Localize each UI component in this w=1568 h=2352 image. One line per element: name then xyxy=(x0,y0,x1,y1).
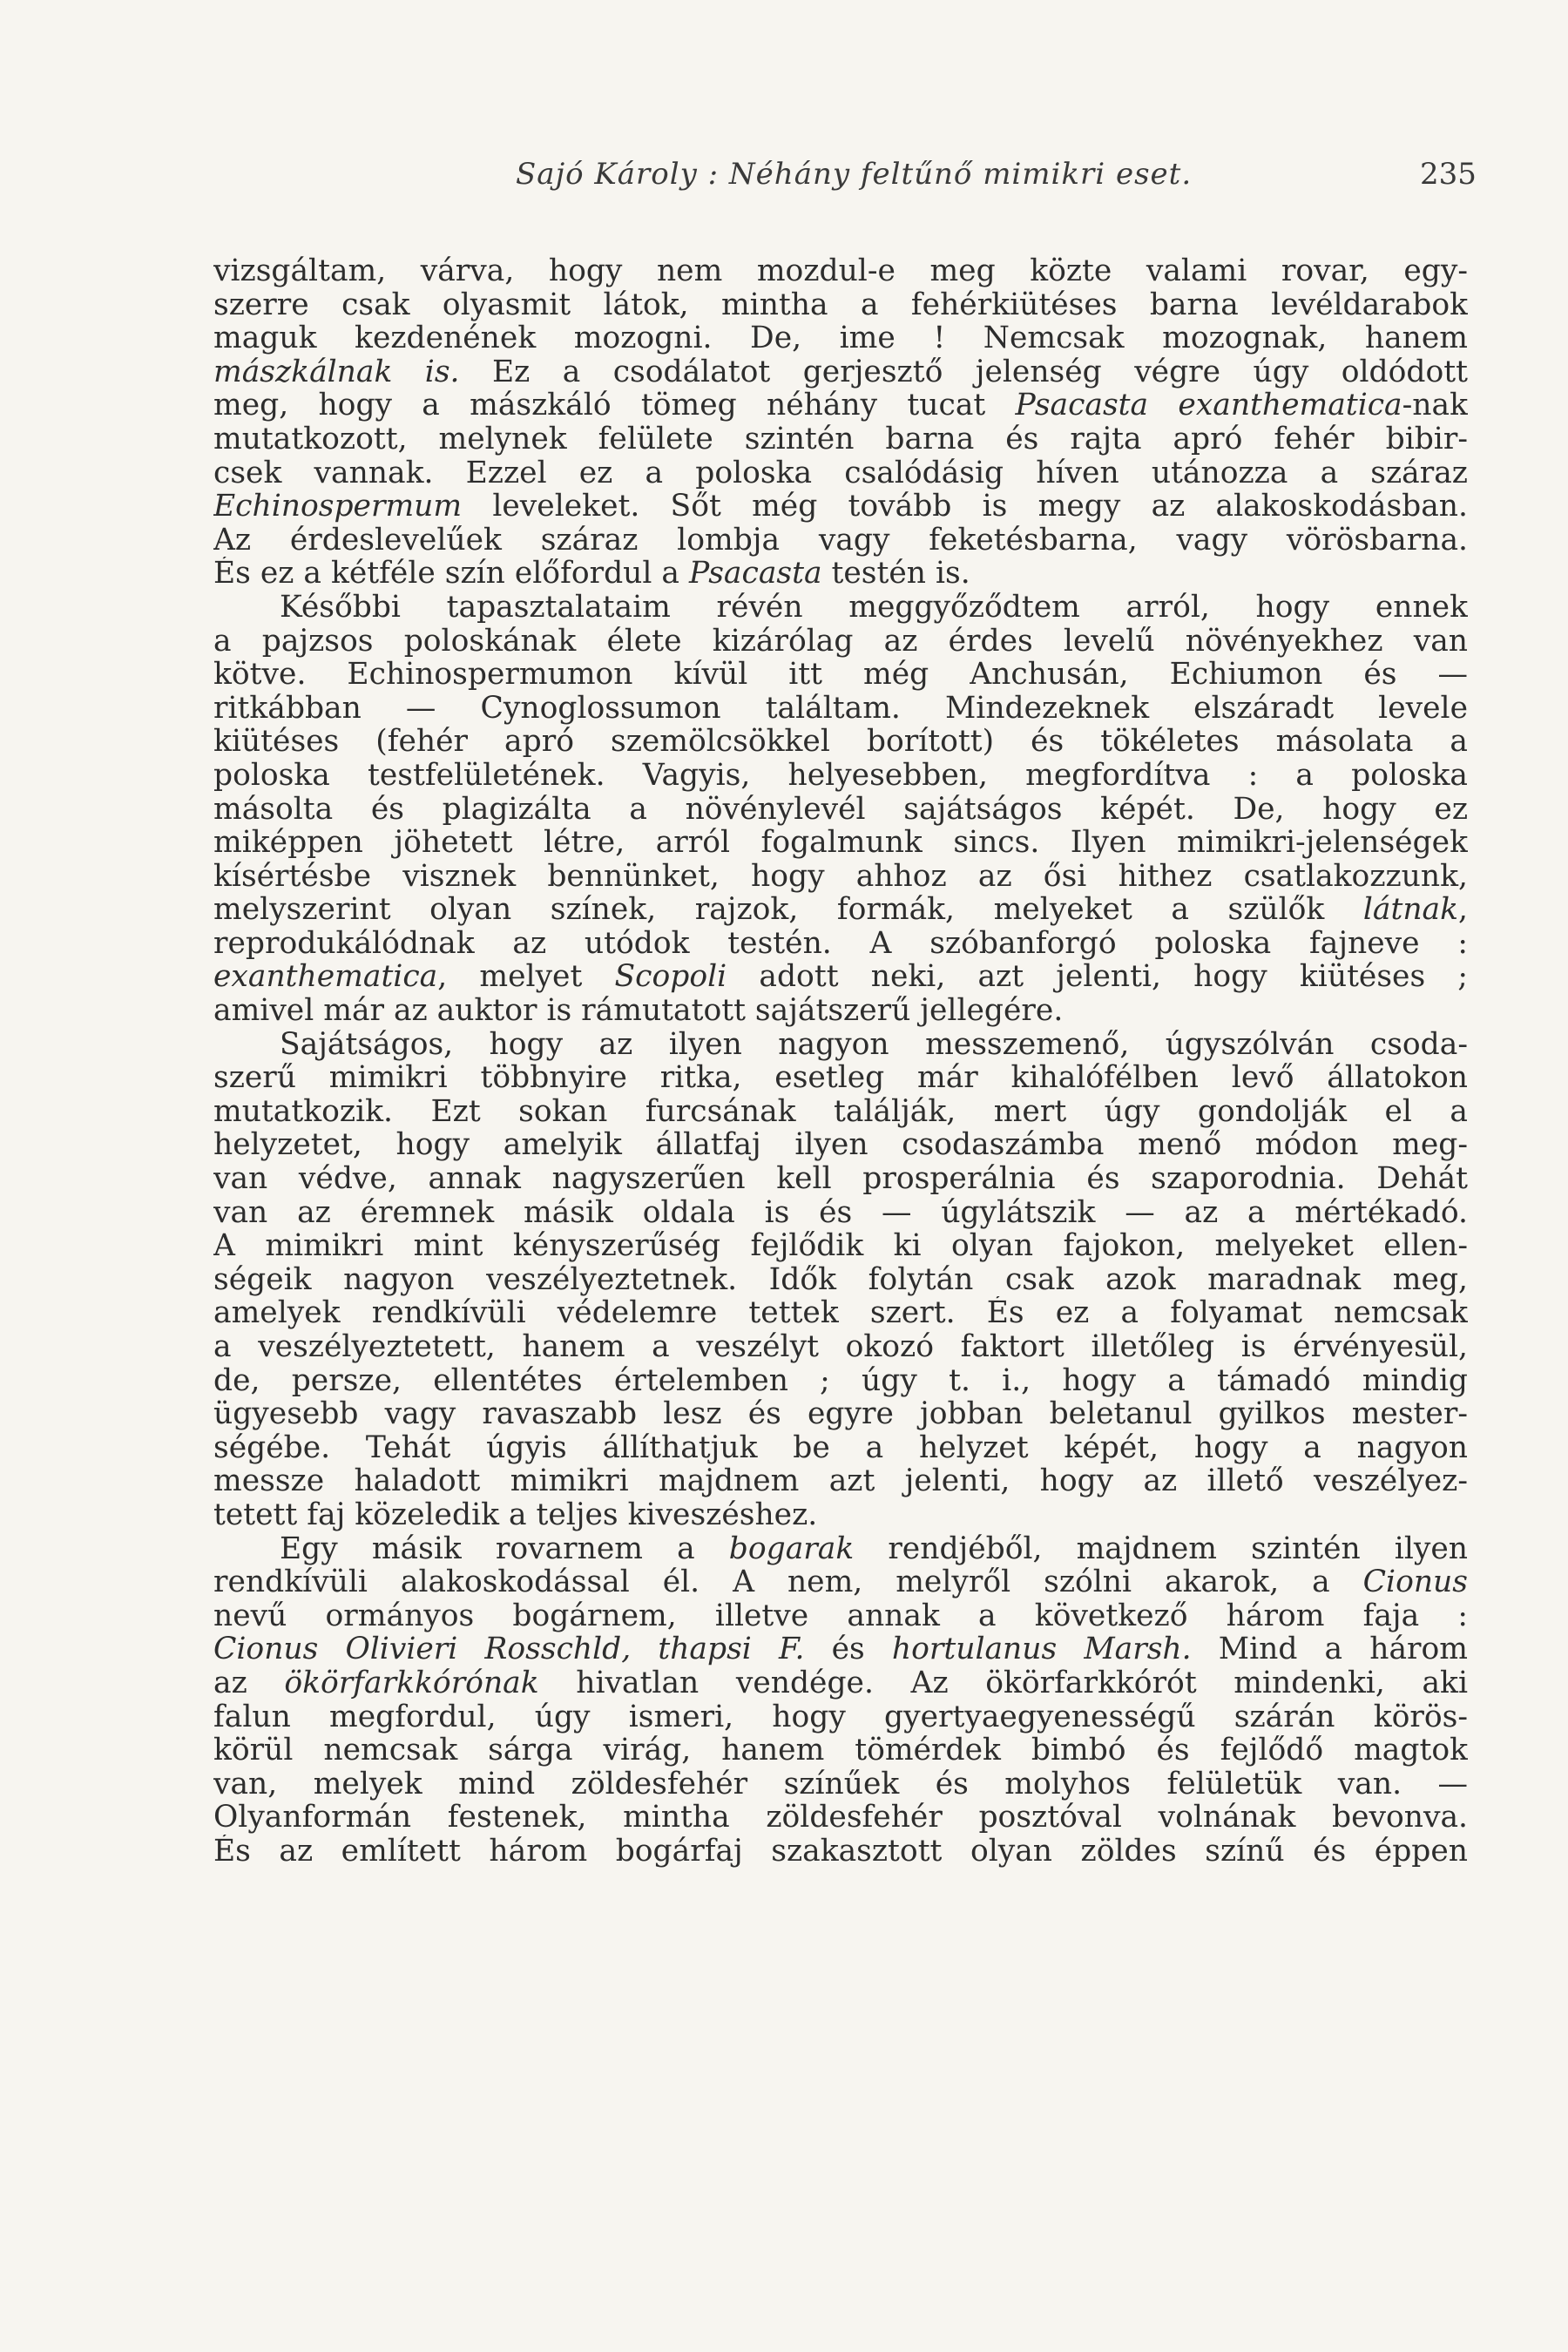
text-segment: poloska testfelületének. Vagyis, helyesebben, megfordítva : a poloska xyxy=(213,758,1468,793)
text-segment: a pajzsos poloskának élete kizárólag az érdes levelű növényekhez van xyxy=(213,624,1468,659)
text-segment: szerre csak olyasmit látok, mintha a fehérkiütéses barna levéldarabok xyxy=(213,287,1468,322)
text-segment: tetett faj közeledik a teljes kiveszéshez. xyxy=(213,1497,818,1532)
text-segment: miképpen jöhetett létre, arról fogalmunk sincs. Ilyen mimikri-jelenségek xyxy=(213,826,1468,860)
text-segment: másolta és plagizálta a növénylevél sajátságos képét. De, hogy ez xyxy=(213,792,1468,827)
text-line xyxy=(213,389,1468,422)
text-segment: kiütéses (fehér apró szemölcsökkel borított) és tökéletes másolata a xyxy=(213,725,1468,759)
text-segment: mutatkozott, melynek felülete szintén barna és rajta apró fehér bibir- xyxy=(213,422,1468,456)
text-segment: testén is. xyxy=(821,557,970,591)
text-line xyxy=(213,759,1468,793)
text-segment: falun megfordul, úgy ismeri, hogy gyertyaegyenességű szárán körös- xyxy=(213,1700,1468,1734)
text-segment: ritkábban — Cynoglossumon találtam. Mindezeknek elszáradt levele xyxy=(213,691,1468,726)
text-segment: és xyxy=(804,1632,892,1666)
running-head: Sajó Károly : Néhány feltűnő mimikri eset. xyxy=(516,157,1193,192)
text-line xyxy=(213,422,1468,456)
italic-text: Cionus xyxy=(1362,1565,1468,1599)
text-segment: leveleket. Sőt még tovább is megy az alakoskodásban. xyxy=(462,490,1468,524)
text-line xyxy=(213,1028,1468,1062)
italic-text: Cionus Olivieri Rosschld, thapsi F. xyxy=(213,1632,805,1666)
text-segment: kötve. Echinospermumon kívül itt még Anchusán, Echiumon és — xyxy=(213,658,1468,692)
text-line xyxy=(213,960,1468,994)
text-segment: a veszélyeztetett, hanem a veszélyt okozó faktort illetőleg is érvényesül, xyxy=(213,1330,1468,1364)
text-segment: vizsgáltam, várva, hogy nem mozdul-e meg közte valami rovar, egy- xyxy=(213,254,1468,288)
text-line xyxy=(213,1229,1468,1263)
text-segment: amelyek rendkívüli védelemre tettek szert. És ez a folyamat nemcsak xyxy=(213,1296,1468,1330)
italic-text: mászkálnak is. xyxy=(213,355,460,389)
text-segment: ségeik nagyon veszélyeztetnek. Idők folytán csak azok maradnak meg, xyxy=(213,1262,1468,1297)
italic-text: Psacasta xyxy=(688,557,822,591)
text-line xyxy=(213,1599,1468,1633)
text-segment: Későbbi tapasztalataim révén meggyőződtem arról, hogy ennek xyxy=(280,590,1468,625)
text-segment: rendjéből, majdnem szintén ilyen xyxy=(854,1531,1468,1566)
text-segment: Mind a három xyxy=(1191,1632,1468,1666)
text-segment: csek vannak. Ezzel ez a poloska csalódásig híven utánozza a száraz xyxy=(213,456,1468,490)
text-line xyxy=(213,658,1468,692)
text-segment: És az említett három bogárfaj szakasztott olyan zöldes színű és éppen xyxy=(213,1834,1468,1869)
text-segment: körül nemcsak sárga virág, hanem tömérdek bimbó és fejlődő magtok xyxy=(213,1734,1468,1767)
text-line xyxy=(213,692,1468,726)
text-line xyxy=(213,625,1468,659)
text-line xyxy=(213,1162,1468,1196)
text-line xyxy=(213,321,1468,355)
text-line xyxy=(213,1330,1468,1364)
text-line xyxy=(213,254,1468,288)
text-segment: A mimikri mint kényszerűség fejlődik ki olyan fajokon, melyeket ellen- xyxy=(213,1229,1468,1263)
text-line xyxy=(213,1464,1468,1498)
italic-text: hortulanus Marsh. xyxy=(891,1632,1192,1666)
italic-text: ökörfarkkórónak xyxy=(284,1666,539,1700)
text-segment: ügyesebb vagy ravaszabb lesz és egyre jobban beletanul gyilkos mester- xyxy=(213,1397,1468,1431)
text-segment: de, persze, ellentétes értelemben ; úgy t. i., hogy a támadó mindig xyxy=(213,1363,1468,1398)
text-segment: ségébe. Tehát úgyis állíthatjuk be a helyzet képét, hogy a nagyon xyxy=(213,1430,1468,1465)
text-line xyxy=(213,1296,1468,1330)
italic-text: bogarak xyxy=(728,1531,855,1566)
text-segment: amivel már az auktor is rámutatott sajátszerű jellegére. xyxy=(213,994,1064,1028)
text-line xyxy=(213,288,1468,322)
text-segment: helyzetet, hogy amelyik állatfaj ilyen csodaszámba menő módon meg- xyxy=(213,1128,1468,1163)
text-segment: kísértésbe visznek bennünket, hogy ahhoz az ősi hithez csatlakozzunk, xyxy=(213,859,1468,894)
italic-text: exanthematica xyxy=(213,960,438,995)
text-line xyxy=(213,1801,1468,1835)
text-segment: -nak xyxy=(1402,389,1468,422)
text-line xyxy=(213,927,1468,961)
italic-text: Psacasta exanthematica xyxy=(1015,389,1402,422)
text-segment: mutatkozik. Ezt sokan furcsának találják, mert úgy gondolják el a xyxy=(213,1094,1468,1129)
page-number: 235 xyxy=(1420,157,1477,192)
text-segment: nevű ormányos bogárnem, illetve annak a következő három faja : xyxy=(213,1598,1468,1633)
text-line xyxy=(213,557,1468,591)
text-line xyxy=(213,1263,1468,1297)
text-line xyxy=(213,1734,1468,1767)
text-line xyxy=(213,1364,1468,1398)
text-line xyxy=(213,826,1468,860)
text-segment: szerű mimikri többnyire ritka, esetleg már kihalófélben levő állatokon xyxy=(213,1061,1468,1095)
text-segment: van az éremnek másik oldala is és — úgylátszik — az a mértékadó. xyxy=(213,1195,1468,1230)
text-line xyxy=(213,860,1468,894)
text-line xyxy=(213,1700,1468,1734)
body-text xyxy=(213,254,1468,1869)
text-line xyxy=(213,793,1468,827)
italic-text: látnak xyxy=(1362,893,1459,927)
text-segment: Ez a csodálatot gerjesztő jelenség végre úgy oldódott xyxy=(459,355,1468,389)
text-line xyxy=(213,524,1468,558)
text-line xyxy=(213,1061,1468,1095)
text-line xyxy=(213,725,1468,759)
text-segment: az xyxy=(213,1666,285,1700)
text-segment: rendkívüli alakoskodással él. A nem, melyről szólni akarok, a xyxy=(213,1565,1363,1599)
text-line xyxy=(213,591,1468,625)
text-line xyxy=(213,490,1468,524)
text-line xyxy=(213,893,1468,927)
text-segment: van, melyek mind zöldesfehér színűek és molyhos felületük van. — xyxy=(213,1767,1468,1801)
text-segment: meg, hogy a mászkáló tömeg néhány tucat xyxy=(213,389,1016,422)
text-line xyxy=(213,1767,1468,1801)
italic-text: Echinospermum xyxy=(213,490,463,524)
text-segment: , xyxy=(1458,893,1468,927)
text-segment: Olyanformán festenek, mintha zöldesfehér posztóval volnának bevonva. xyxy=(213,1801,1468,1835)
text-segment: Egy másik rovarnem a xyxy=(280,1531,729,1566)
text-segment: És ez a kétféle szín előfordul a xyxy=(213,557,689,591)
text-line xyxy=(213,994,1468,1028)
text-segment: hivatlan vendége. Az ökörfarkkórót mindenki, aki xyxy=(538,1666,1468,1700)
text-segment: Sajátságos, hogy az ilyen nagyon messzemenő, úgyszólván csoda- xyxy=(280,1027,1468,1062)
text-line xyxy=(213,1632,1468,1666)
text-line xyxy=(213,1666,1468,1700)
text-segment: van védve, annak nagyszerűen kell prosperálnia és szaporodnia. Dehát xyxy=(213,1162,1468,1196)
text-segment: , melyet xyxy=(437,960,615,995)
text-line xyxy=(213,1431,1468,1465)
italic-text: Scopoli xyxy=(614,960,727,995)
text-segment: maguk kezdenének mozogni. De, ime ! Nemcsak mozognak, hanem xyxy=(213,321,1468,355)
text-line xyxy=(213,1565,1468,1599)
text-line xyxy=(213,1498,1468,1532)
text-line xyxy=(213,1397,1468,1431)
text-line xyxy=(213,1196,1468,1230)
text-segment: reprodukálódnak az utódok testén. A szóbanforgó poloska fajneve : xyxy=(213,926,1468,961)
text-line xyxy=(213,1532,1468,1566)
text-segment: adott neki, azt jelenti, hogy kiütéses ; xyxy=(727,960,1468,995)
text-segment: Az érdeslevelűek száraz lombja vagy feketésbarna, vagy vörösbarna. xyxy=(213,523,1468,558)
text-line xyxy=(213,1128,1468,1162)
text-line xyxy=(213,1835,1468,1869)
text-segment: messze haladott mimikri majdnem azt jelenti, hogy az illető veszélyez- xyxy=(213,1464,1468,1498)
text-segment: melyszerint olyan színek, rajzok, formák, melyeket a szülők xyxy=(213,893,1363,927)
text-line xyxy=(213,456,1468,490)
text-line xyxy=(213,1095,1468,1129)
text-line xyxy=(213,355,1468,389)
